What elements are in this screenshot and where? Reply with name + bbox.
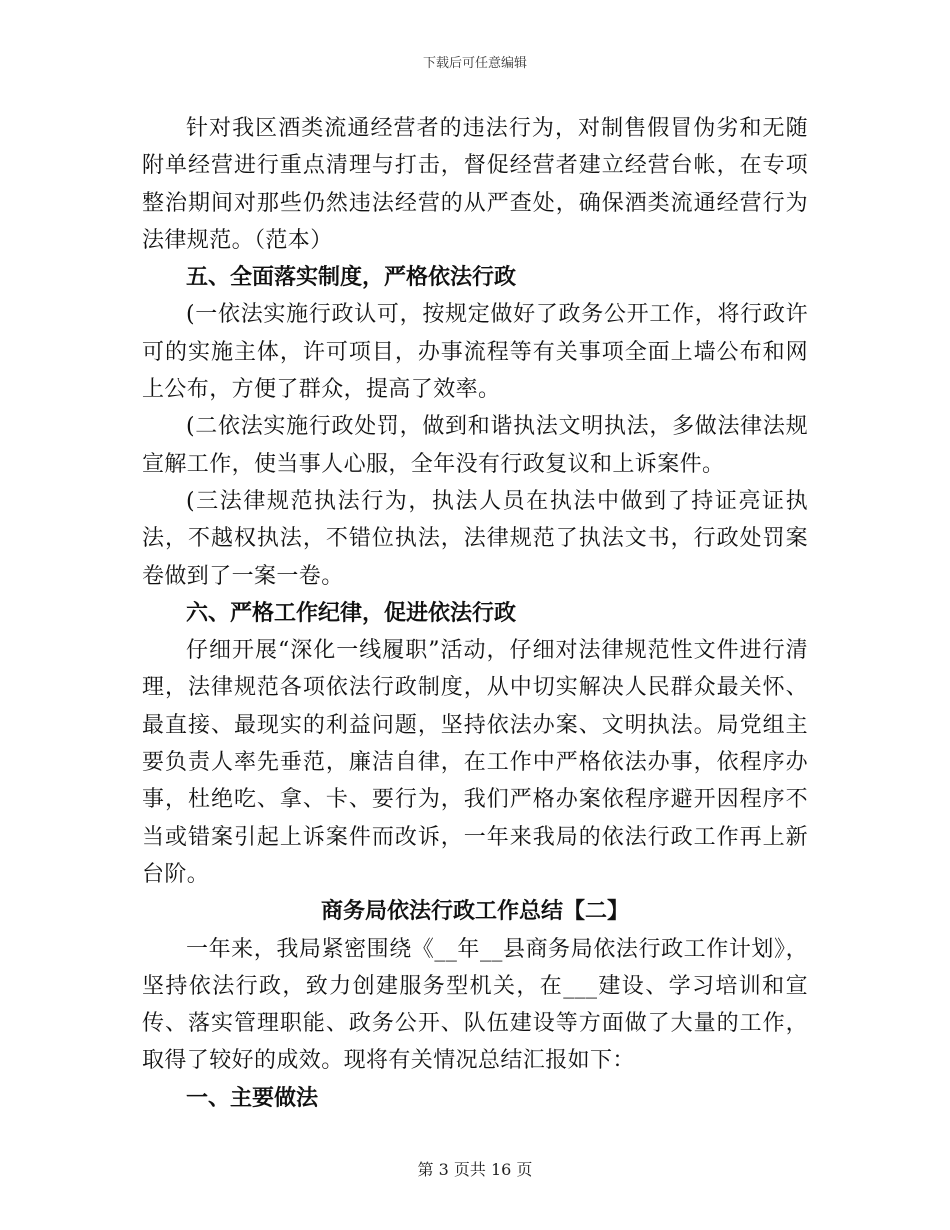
heading-section-6: 六、严格工作纪律，促进依法行政	[186, 600, 517, 626]
paragraph-annual-summary: 一年来，我局紧密围绕《__年__县商务局依法行政工作计划》，坚持依法行政，致力创建服务型机关，在___建设、学习培训和宣传、落实管理职能、政务公开、队伍建设等方面做了大量的工作，取得了较好的成效。现将有关情况总结汇报如下：	[142, 936, 808, 1074]
heading-main-practices: 一、主要做法	[186, 1085, 319, 1111]
paragraph-enforcement-conduct: (三法律规范执法行为，执法人员在执法中做到了持证亮证执法，不越权执法，不错位执法，法律规范了执法文书，行政处罚案卷做到了一案一卷。	[142, 488, 808, 589]
paragraph-administrative-penalty: (二依法实施行政处罚，做到和谐执法文明执法，多做法律法规宣解工作，使当事人心服，全年没有行政复议和上诉案件。	[142, 414, 808, 477]
section-title-summary-2: 商务局依法行政工作总结【二】	[320, 899, 629, 925]
page-header: 下载后可任意编辑	[422, 56, 527, 71]
paragraph-liquor-regulation: 针对我区酒类流通经营者的违法行为，对制售假冒伪劣和无随附单经营进行重点清理与打击，督促经营者建立经营台帐，在专项整治期间对那些仍然违法经营的从严查处，确保酒类流通经营行为法律规范。（范本）	[142, 116, 808, 253]
heading-section-5: 五、全面落实制度，严格依法行政	[186, 265, 517, 291]
page-footer: 第 3 页共 16 页	[417, 1160, 533, 1179]
paragraph-administrative-licensing: (一依法实施行政认可，按规定做好了政务公开工作，将行政许可的实施主体，许可项目，办事流程等有关事项全面上墙公布和网上公布，方便了群众，提高了效率。	[142, 302, 808, 403]
paragraph-work-discipline: 仔细开展“深化一线履职”活动，仔细对法律规范性文件进行清理，法律规范各项依法行政制度，从中切实解决人民群众最关怀、最直接、最现实的利益问题，坚持依法办案、文明执法。局党组主要负责人率先垂范，廉洁自律，在工作中严格依法办事，依程序办事，杜绝吃、拿、卡、要行为，我们严格办案依程序避开因程序不当或错案引起上诉案件而改诉，一年来我局的依法行政工作再上新台阶。	[142, 638, 808, 887]
document-body	[142, 110, 808, 1117]
